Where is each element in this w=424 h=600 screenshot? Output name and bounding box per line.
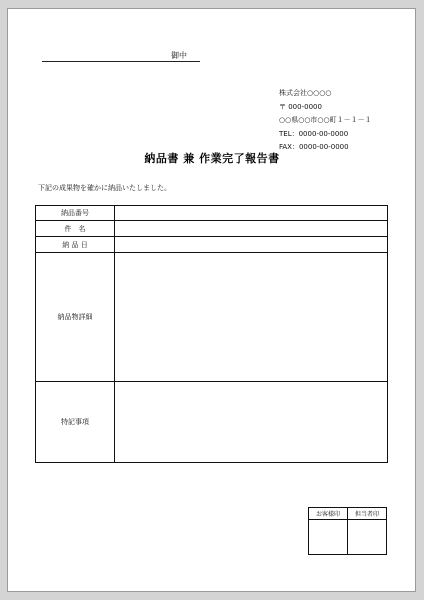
row-subject	[36, 221, 388, 237]
addressee-line	[42, 61, 200, 62]
label-delivery-date: 納 品 日	[36, 237, 115, 253]
company-tel: TEL：0000-00-0000	[279, 129, 349, 138]
label-special-notes: 特記事項	[36, 382, 115, 463]
company-fax: FAX：0000-00-0000	[279, 143, 349, 151]
row-delivery-number	[36, 206, 388, 221]
value-delivery-date[interactable]	[115, 237, 388, 253]
value-delivery-details[interactable]	[115, 253, 388, 382]
stamp-box-row	[309, 520, 387, 555]
label-subject: 件 名	[36, 221, 115, 237]
document-title: 納品書 兼 作業完了報告書	[144, 152, 280, 165]
delivery-table	[35, 205, 388, 463]
stamp-header-staff: 担当者印	[348, 508, 387, 520]
row-special-notes	[36, 382, 388, 463]
stamp-table	[308, 507, 387, 555]
stamp-header-customer: お客様印	[309, 508, 348, 520]
row-delivery-details	[36, 253, 388, 382]
label-delivery-details: 納品物詳細	[36, 253, 115, 382]
stamp-header-row	[309, 508, 387, 520]
value-subject[interactable]	[115, 221, 388, 237]
company-name: 株式会社○○○○	[279, 89, 332, 97]
row-delivery-date	[36, 237, 388, 253]
stamp-box-staff[interactable]	[348, 520, 387, 555]
addressee-suffix: 御中	[171, 51, 187, 60]
company-postal: 〒 000-0000	[279, 102, 322, 111]
label-delivery-number: 納品番号	[36, 206, 115, 221]
company-info	[279, 87, 372, 155]
company-address: ○○県○○市○○町１－１－１	[279, 116, 372, 124]
stamp-box-customer[interactable]	[309, 520, 348, 555]
value-delivery-number[interactable]	[115, 206, 388, 221]
intro-text: 下記の成果物を確かに納品いたしました。	[38, 184, 171, 192]
value-special-notes[interactable]	[115, 382, 388, 463]
